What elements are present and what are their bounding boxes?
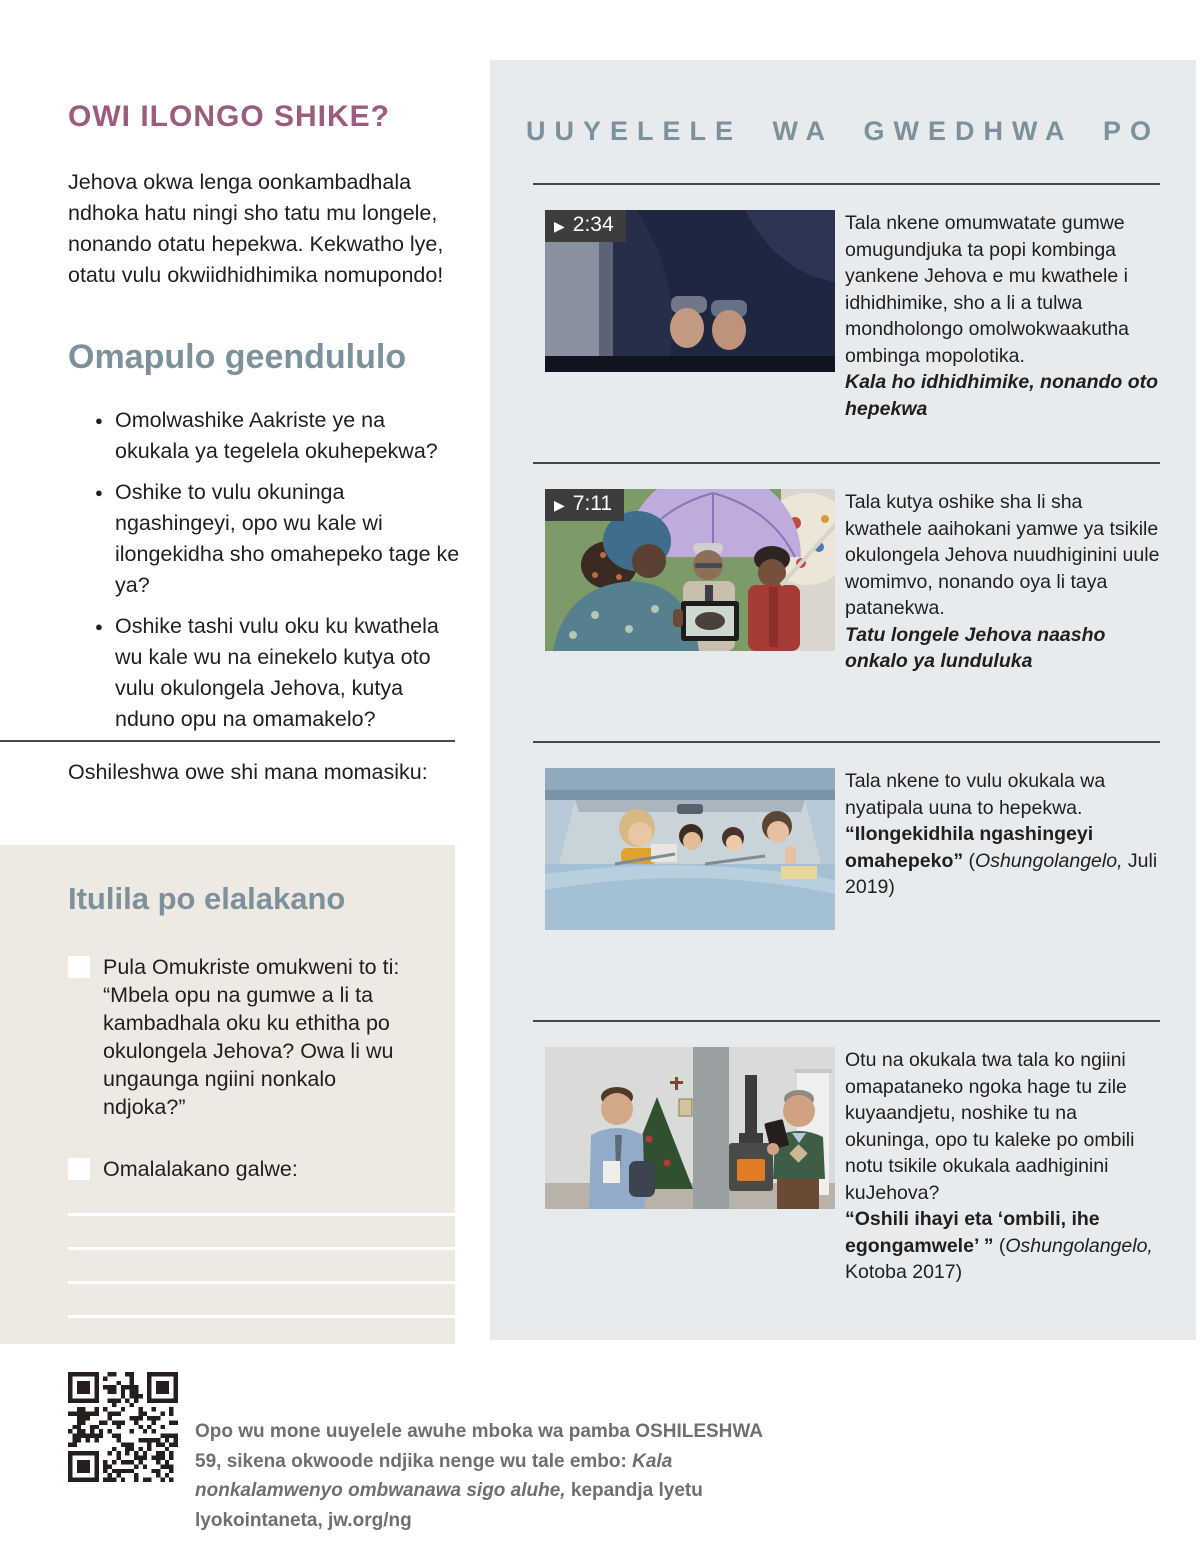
media-text	[845, 768, 1160, 1020]
goal-box-heading: Itulila po elalakano	[68, 881, 346, 916]
question-item	[68, 477, 460, 601]
photo-family-in-car	[545, 768, 835, 930]
media-text	[845, 489, 1160, 741]
bullet-icon: ●	[95, 619, 103, 634]
footer-text-start: Opo wu mone uuyelele awuhe mboka wa pamba OSHILESHWA 59, sikena okwoode ndjika nenge wu tale embo:	[195, 1421, 763, 1472]
question-item	[68, 405, 460, 467]
qr-code	[68, 1372, 178, 1482]
goal-item	[68, 953, 455, 1121]
media-row	[533, 1020, 1160, 1338]
panel-heading: UUYELELE WA GWEDHWA PO	[525, 116, 1160, 146]
caption-quote: “Oshili ihayi eta ‘ombili, ihe egongamwele’ ”	[845, 1208, 1100, 1257]
question-text: Omolwashike Aakriste ye na okukala ya tegelela okuhepekwa?	[115, 408, 438, 463]
duration-badge	[545, 210, 626, 242]
media-description: Tala nkene omumwatate gumwe omugundjuka ta popi kombinga yankene Jehova e mu kwathele i idhidhimike, sho a li a tulwa mondholongo omolwokwaakutha ombinga mopolotika.	[845, 212, 1130, 367]
play-icon: ▶	[554, 217, 565, 234]
answer-line	[68, 1315, 455, 1318]
duration-text: 7:11	[572, 492, 613, 515]
answer-line	[68, 1247, 455, 1250]
video-thumbnail-elderly-couple[interactable]	[545, 489, 835, 651]
checkbox[interactable]	[68, 956, 90, 978]
footer-book-title: Kala nonkalamwenyo ombwanawa sigo aluhe,	[195, 1450, 673, 1501]
answer-line	[68, 1281, 455, 1284]
section-divider	[0, 740, 455, 742]
questions-heading: Omapulo geendululo	[68, 338, 407, 376]
caption-source: Oshungolangelo,	[975, 849, 1123, 872]
media-text	[845, 1047, 1160, 1338]
goal-item-text: Omalalakano galwe:	[103, 1157, 298, 1181]
study-title: OWI ILONGO SHIKE?	[68, 100, 390, 133]
caption-paren: (	[963, 849, 976, 872]
caption-quote: “Ilongekidhila ngashingeyi omahepeko”	[845, 823, 1094, 872]
goal-item-text: Pula Omukriste omukweni to ti: “Mbela opu na gumwe a li ta kambadhala oku ku ethitha po okulongela Jehova? Owa li wu ungaunga ngiini nonkalo ndjoka?”	[103, 955, 400, 1119]
media-row	[533, 741, 1160, 1020]
duration-text: 2:34	[572, 213, 614, 236]
answer-lines	[68, 1213, 455, 1318]
footer-text-end: kepandja lyetu lyokointaneta, jw.org/ng	[195, 1480, 703, 1531]
caption-source: Oshungolangelo,	[1005, 1234, 1153, 1257]
media-row	[533, 183, 1160, 462]
media-description: Otu na okukala twa tala ko ngiini omapataneko ngoka hage tu zile kuyaandjetu, noshike tu na okuninga, opo tu kaleke po ombili notu tsikile okukala aadhiginini kuJehova?	[845, 1049, 1135, 1204]
caption-date: Kotoba 2017)	[845, 1261, 963, 1283]
media-caption	[845, 1206, 1160, 1286]
play-icon: ▶	[554, 496, 565, 513]
bullet-icon: ●	[95, 413, 103, 428]
question-item	[68, 611, 460, 735]
family-in-car-photo	[545, 768, 835, 930]
right-panel	[490, 60, 1196, 1340]
goal-box	[0, 845, 455, 1344]
qr-code-image	[68, 1372, 178, 1482]
goal-item	[68, 1155, 455, 1183]
footer-note	[195, 1417, 787, 1535]
video-thumbnail-handcuffed-man[interactable]	[545, 210, 835, 372]
answer-line	[68, 1213, 455, 1216]
photo-men-confrontation	[545, 1047, 835, 1209]
media-caption: Kala ho idhidhimike, nonando oto hepekwa	[845, 371, 1159, 420]
caption-date: Juli 2019)	[845, 849, 1158, 898]
bullet-icon: ●	[95, 485, 103, 500]
question-text: Oshike to vulu okuninga ngashingeyi, opo wu kale wi ilongekidha sho omahepeko tage ke ya?	[115, 480, 460, 597]
question-list	[68, 405, 460, 735]
caption-paren: (	[993, 1234, 1006, 1257]
duration-badge	[545, 489, 624, 521]
men-confrontation-photo	[545, 1047, 835, 1209]
intro-text: Jehova okwa lenga oonkambadhala ndhoka hatu ningi sho tatu mu longele, nonando otatu hepekwa. Kekwatho lye, otatu vulu okwiidhidhimika nomupondo!	[68, 170, 444, 287]
media-caption	[845, 821, 1160, 901]
question-text: Oshike tashi vulu oku ku kwathela wu kale wu na einekelo kutya oto vulu okulongela Jehova, kutya nduno opu na omamakelo?	[115, 614, 439, 731]
completed-date-label: Oshileshwa owe shi mana momasiku:	[68, 760, 428, 784]
checkbox[interactable]	[68, 1158, 90, 1180]
media-text	[845, 210, 1160, 462]
media-description: Tala nkene to vulu okukala wa nyatipala uuna to hepekwa.	[845, 770, 1106, 819]
media-description: Tala kutya oshike sha li sha kwathele aaihokani yamwe ya tsikile okulongela Jehova nuudhiginini uule womimvo, nonando oya li taya patanekwa.	[845, 491, 1160, 619]
media-row	[533, 462, 1160, 741]
media-caption: Tatu longele Jehova naasho onkalo ya lunduluka	[845, 623, 1106, 672]
left-column	[68, 100, 460, 745]
